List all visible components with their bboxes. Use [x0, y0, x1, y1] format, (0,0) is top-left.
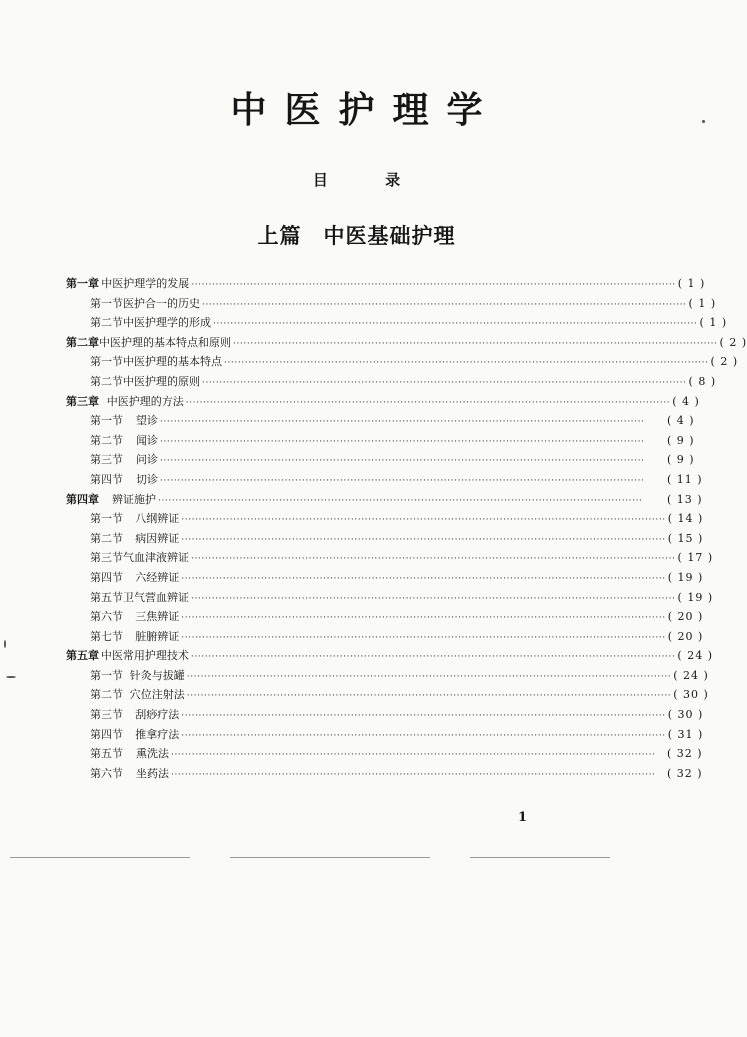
toc-entry-number: 第二节 [90, 374, 123, 388]
toc-entry-title: 望诊 [136, 414, 158, 428]
toc-chapter-row [0, 274, 713, 294]
toc-entry-page: ( 1 ) [699, 316, 728, 330]
toc-entry-page: ( 19 ) [667, 570, 704, 584]
toc-entry-page: ( 20 ) [667, 629, 704, 643]
toc-entry-page: ( 13 ) [667, 492, 703, 506]
toc-leader-dots: ············································································································································ [181, 711, 666, 722]
toc-entry-number: 第三节 [90, 708, 123, 722]
toc-entry-title: 中医常用护理技术 [100, 649, 189, 663]
toc-section-row [0, 548, 713, 568]
toc-leader-dots: ············································································································································ [160, 456, 645, 467]
toc-entry-page: ( 1 ) [677, 277, 706, 290]
toc-entry-title: 切诊 [136, 472, 158, 486]
toc-entry-title: 中医护理的基本特点 [123, 355, 222, 369]
toc-section-row [0, 568, 713, 588]
toc-section-row [0, 450, 713, 470]
scan-edge-line [230, 857, 430, 858]
toc-section-row [0, 313, 728, 333]
toc-leader-dots: ············································································································································ [186, 671, 672, 682]
toc-entry-title: 中医护理的方法 [106, 394, 184, 408]
toc-entry-number: 第五节 [90, 590, 123, 604]
toc-entry-title: 辨证施护 [112, 492, 156, 506]
toc-leader-dots: ············································································································································ [171, 769, 656, 780]
toc-chapter-row [0, 490, 713, 510]
toc-section-row [0, 764, 713, 784]
toc-entry-title: 中医护理学的形成 [123, 316, 211, 330]
toc-entry-title: 闻诊 [136, 433, 158, 447]
toc-entry-number: 第四节 [90, 570, 123, 584]
part-title [0, 222, 713, 250]
toc-entry-page: ( 8 ) [688, 374, 717, 388]
toc-entry-page: ( 1 ) [688, 296, 717, 310]
toc-entry-page: ( 9 ) [667, 453, 695, 467]
toc-chapter-row [0, 333, 747, 353]
toc-leader-dots: ············································································································································ [185, 397, 671, 408]
toc-entry-page: ( 24 ) [673, 668, 709, 682]
toc-leader-dots: ············································································································································ [202, 299, 687, 310]
toc-leader-dots: ············································································································································ [158, 495, 643, 506]
toc-entry-title: 病因辨证 [135, 531, 180, 545]
toc-leader-dots: ············································································································································ [224, 358, 709, 369]
toc-section-row [0, 431, 713, 451]
toc-entry-page: ( 4 ) [672, 394, 700, 408]
toc-leader-dots: ············································································································································ [233, 338, 718, 349]
toc-entry-number: 第一节 [90, 414, 123, 428]
toc-leader-dots: ············································································································································ [190, 652, 676, 663]
toc-entry-title: 医护合一的历史 [123, 296, 200, 310]
toc-entry-number: 第三节 [90, 551, 123, 565]
toc-entry-title: 六经辨证 [135, 570, 180, 584]
toc-leader-dots: ············································································································································ [213, 319, 698, 330]
toc-entry-title: 推拿疗法 [135, 727, 180, 741]
toc-entry-number: 第三章 [66, 394, 99, 408]
toc-entry-number: 第二节 [90, 316, 123, 330]
book-title: 中医护理学 [230, 89, 501, 131]
page-number: 1 [518, 810, 528, 825]
toc-entry-page: ( 32 ) [667, 747, 703, 761]
toc-section-row [0, 529, 713, 549]
toc-entry-title: 中医护理的原则 [123, 374, 200, 388]
toc-entry-page: ( 32 ) [667, 766, 703, 780]
toc-leader-dots: ············································································································································ [186, 691, 672, 702]
toc-entry-page: ( 9 ) [667, 433, 695, 447]
toc-entry-page: ( 15 ) [667, 531, 704, 545]
toc-section-row [0, 705, 713, 725]
toc-entry-page: ( 19 ) [677, 590, 714, 604]
toc-section-row [0, 352, 739, 372]
toc-leader-dots: ············································································································································ [191, 593, 676, 604]
toc-entry-title: 卫气营血辨证 [123, 590, 189, 604]
toc-leader-dots: ············································································································································ [171, 750, 656, 761]
toc-leader-dots: ············································································································································ [181, 534, 666, 545]
table-of-contents [0, 274, 747, 783]
toc-entry-number: 第六节 [90, 766, 123, 780]
toc-leader-dots: ············································································································································ [191, 554, 676, 565]
toc-section-row [0, 744, 713, 764]
toc-entry-number: 第六节 [90, 610, 123, 624]
toc-leader-dots: ············································································································································ [181, 632, 666, 643]
toc-entry-number: 第一节 [90, 668, 123, 682]
toc-entry-title: 刮痧疗法 [135, 708, 180, 722]
toc-entry-title: 中医护理的基本特点和原则 [99, 335, 231, 349]
toc-section-row [0, 470, 713, 490]
toc-section-row [0, 627, 713, 647]
toc-leader-dots: ············································································································································ [160, 475, 645, 486]
toc-entry-title: 穴位注射法 [129, 688, 185, 702]
toc-entry-title: 八纲辨证 [135, 512, 180, 526]
part-name: 中医基础护理 [323, 223, 456, 248]
toc-section-row [0, 607, 713, 627]
toc-entry-page: ( 2 ) [719, 335, 747, 349]
scan-speck [4, 640, 6, 648]
toc-entry-title: 问诊 [136, 453, 158, 467]
scan-edge-line [10, 857, 190, 858]
toc-section-row [0, 411, 713, 431]
toc-entry-number: 第五节 [90, 747, 123, 761]
toc-entry-number: 第四节 [90, 472, 123, 486]
toc-leader-dots: ············································································································································ [181, 515, 666, 526]
toc-entry-number: 第一章 [66, 277, 99, 290]
toc-entry-title: 脏腑辨证 [135, 629, 180, 643]
toc-entry-number: 第三节 [90, 453, 123, 467]
toc-entry-page: ( 2 ) [710, 355, 739, 369]
toc-leader-dots: ············································································································································ [160, 417, 645, 428]
toc-entry-number: 第一节 [90, 296, 123, 310]
toc-section-row [0, 588, 713, 608]
toc-entry-number: 第二章 [66, 335, 99, 349]
part-label: 上篇 [257, 223, 302, 248]
toc-entry-number: 第四节 [90, 727, 123, 741]
toc-entry-number: 第五章 [66, 649, 99, 663]
toc-section-row [0, 509, 713, 529]
toc-entry-page: ( 4 ) [667, 414, 695, 428]
toc-entry-page: ( 30 ) [667, 708, 704, 722]
toc-section-row [0, 294, 717, 314]
toc-leader-dots: ············································································································································ [202, 377, 687, 388]
toc-entry-page: ( 11 ) [667, 472, 703, 486]
toc-leader-dots: ············································································································································ [160, 436, 645, 447]
toc-entry-page: ( 30 ) [673, 688, 709, 702]
toc-entry-title: 中医护理学的发展 [101, 277, 190, 290]
toc-heading: 目 录 [312, 171, 427, 189]
toc-chapter-row [0, 392, 713, 412]
toc-entry-number: 第四章 [66, 492, 99, 506]
toc-entry-page: ( 31 ) [667, 727, 704, 741]
toc-entry-title: 三焦辨证 [135, 610, 180, 624]
toc-entry-number: 第二节 [90, 433, 123, 447]
toc-entry-page: ( 17 ) [677, 551, 714, 565]
toc-section-row [0, 725, 713, 745]
toc-leader-dots: ············································································································································ [191, 280, 676, 290]
toc-section-row [0, 372, 717, 392]
scan-speck [702, 120, 705, 123]
toc-leader-dots: ············································································································································ [181, 613, 666, 624]
toc-entry-title: 气血津液辨证 [123, 551, 189, 565]
toc-section-row [0, 666, 713, 686]
toc-entry-title: 坐药法 [136, 766, 169, 780]
toc-entry-number: 第一节 [90, 355, 123, 369]
toc-entry-number: 第一节 [90, 512, 123, 526]
toc-entry-number: 第七节 [90, 629, 123, 643]
scan-edge-line [470, 857, 610, 858]
toc-entry-page: ( 24 ) [677, 649, 713, 663]
toc-entry-number: 第二节 [90, 688, 123, 702]
toc-leader-dots: ············································································································································ [181, 573, 666, 584]
toc-entry-number: 第二节 [90, 531, 123, 545]
toc-chapter-row [0, 646, 713, 666]
toc-leader-dots: ············································································································································ [181, 730, 666, 741]
scan-speck [6, 676, 16, 678]
toc-entry-title: 熏洗法 [136, 747, 169, 761]
toc-entry-page: ( 14 ) [667, 512, 704, 526]
toc-entry-page: ( 20 ) [667, 610, 704, 624]
toc-entry-title: 针灸与拔罐 [129, 668, 185, 682]
toc-section-row [0, 685, 713, 705]
